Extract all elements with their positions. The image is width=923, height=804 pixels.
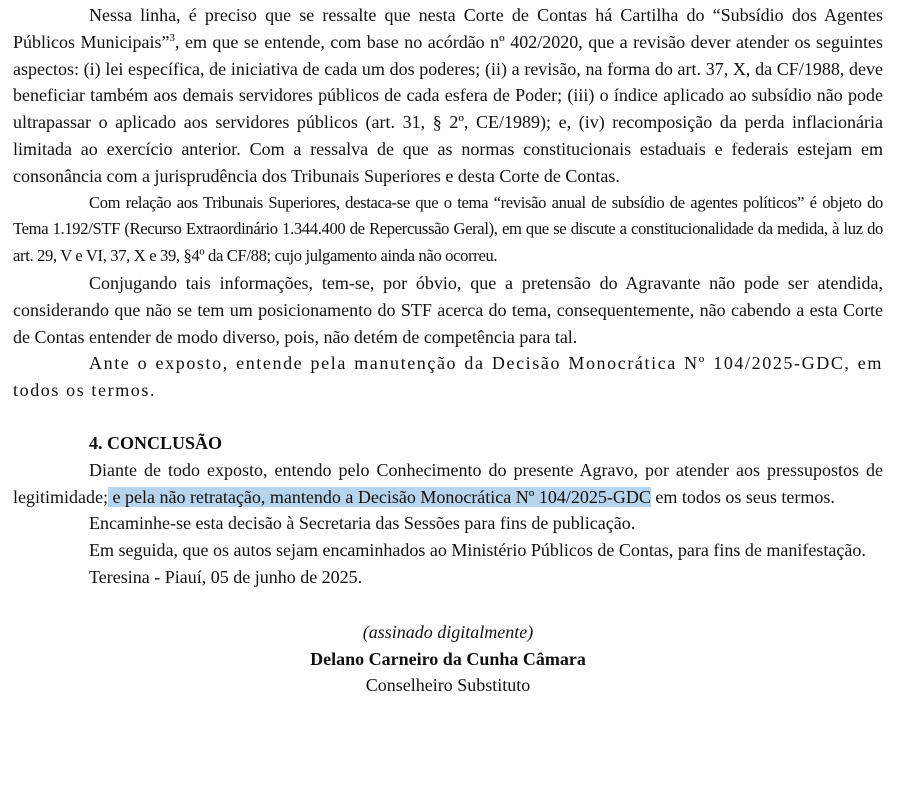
document-page bbox=[13, 0, 883, 699]
paragraph-tribunais-superiores: Com relação aos Tribunais Superiores, destaca-se que o tema “revisão anual de subsídio de agentes políticos” é objeto do Tema 1.192/STF (Recurso Extraordinário 1.344.400 de Repercussão Geral), em que se discute a constitucionalidade da medida, à luz do art. 29, V e VI, 37, X e 39, §4º da CF/88; cujo julgamento ainda não ocorreu. bbox=[13, 192, 883, 266]
paragraph-conclusao-decisao bbox=[13, 457, 883, 511]
signature-note: (assinado digitalmente) bbox=[362, 621, 534, 642]
paragraph-conjugando: Conjugando tais informações, tem-se, por óbvio, que a pretensão do Agravante não pode ser atendida, considerando que não se tem um posicionamento do STF acerca do tema, consequentemente, não cabendo a esta Corte de Contas entender de modo diverso, pois, não detém de competência para tal. bbox=[13, 272, 883, 347]
paragraph-cartilha-rest: , em que se entende, com base no acórdão nº 402/2020, que a revisão dever atender os seguintes aspectos: (i) lei específica, de iniciativa de cada um dos poderes; (ii) a revisão, na forma do art. 37, X, da CF/1988, deve beneficiar também aos demais servidores públicos de cada esfera de Poder; (iii) o índice aplicado ao subsídio não pode ultrapassar o aplicado aos servidores públicos (art. 31, § 2º, CE/1989); e, (iv) recomposição da perda inflacionária limitada ao exercício anterior. Com a ressalva de que as normas constitucionais estaduais e federais estejam em consonância com a jurisprudência dos Tribunais Superiores e desta Corte de Contas. bbox=[13, 31, 883, 186]
signature-block bbox=[13, 619, 883, 699]
signer-role: Conselheiro Substituto bbox=[365, 675, 531, 696]
paragraph-cartilha-text: Nessa linha, é preciso que se ressalte que nesta Corte de Contas há Cartilha do “Subsídio dos Agentes Públicos Municipais” bbox=[13, 5, 883, 52]
date-line: Teresina - Piauí, 05 de junho de 2025. bbox=[89, 566, 363, 587]
paragraph-cartilha bbox=[13, 2, 883, 190]
paragraph-ante-o-exposto: Ante o exposto, entende pela manutenção da Decisão Monocrática Nº 104/2025-GDC, em todos os termos. bbox=[13, 353, 883, 401]
conclusao-text-part2: em todos os seus termos. bbox=[650, 486, 835, 507]
section-heading-conclusao: 4. CONCLUSÃO bbox=[89, 432, 223, 453]
footnote-marker[interactable]: 3 bbox=[169, 31, 175, 44]
paragraph-encaminhe: Encaminhe-se esta decisão à Secretaria das Sessões para fins de publicação. bbox=[89, 513, 636, 534]
paragraph-em-seguida: Em seguida, que os autos sejam encaminhados ao Ministério Públicos de Contas, para fins de manifestação. bbox=[89, 540, 866, 561]
highlighted-text-selection[interactable]: e pela não retratação, mantendo a Decisão Monocrática Nº 104/2025-GDC bbox=[107, 486, 651, 507]
signer-name: Delano Carneiro da Cunha Câmara bbox=[310, 648, 586, 669]
conclusao-text-part1: Diante de todo exposto, entendo pelo Conhecimento do presente Agravo, por atender aos pressupostos de legitimidade; bbox=[13, 459, 883, 507]
